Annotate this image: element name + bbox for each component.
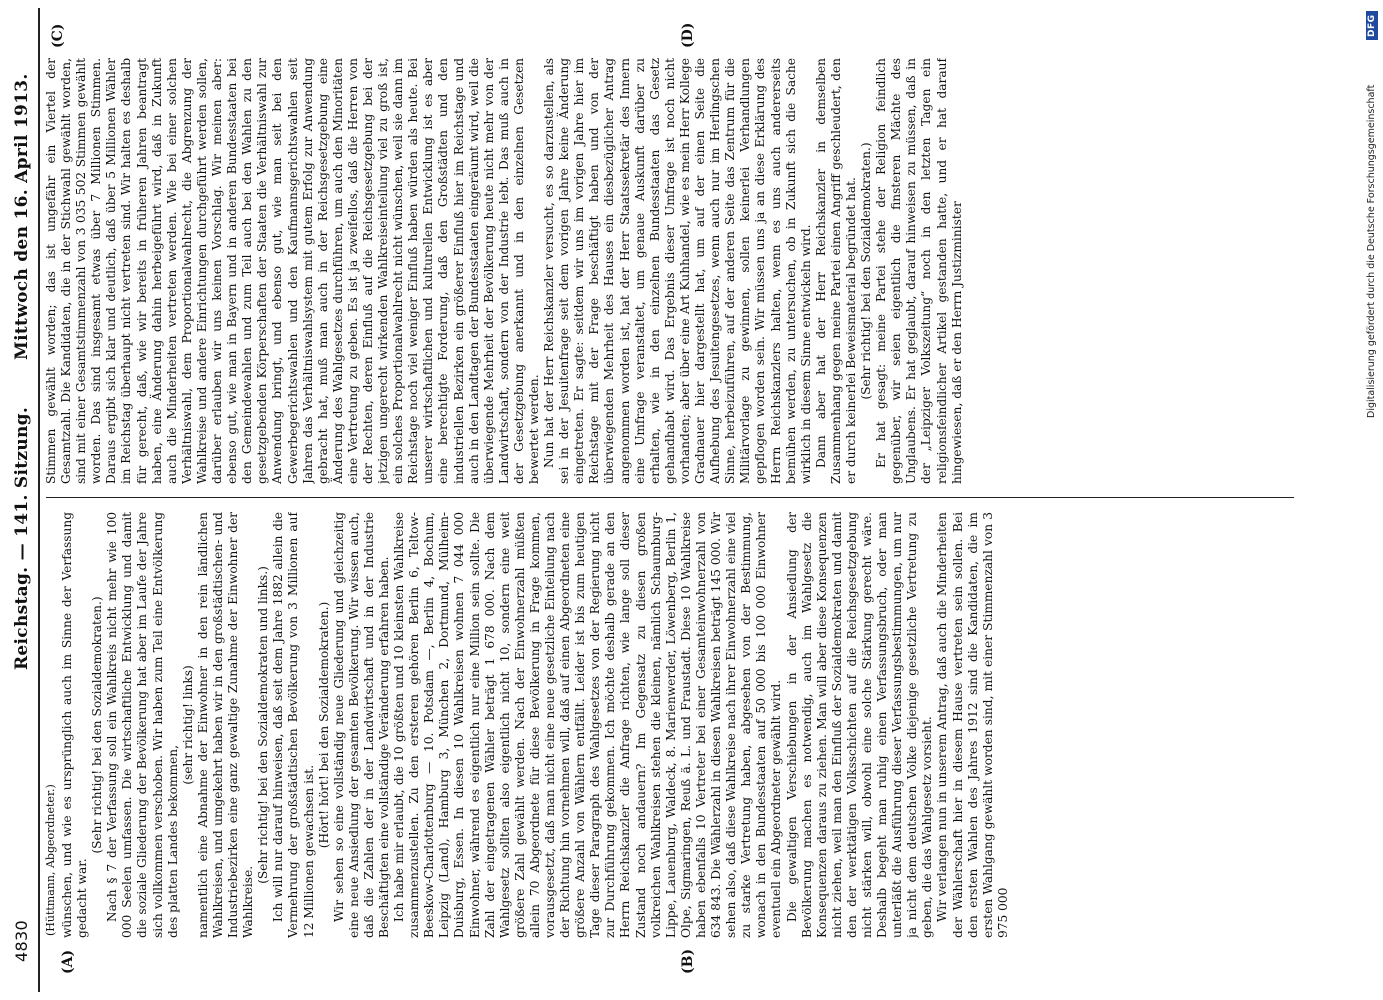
paragraph: Ich will nur darauf hinweisen, daß seit dem Jahre 1882 allein die Vermehrung der großstädtischen Bevölkerung von 3 Millionen auf 12 Millionen gewachsen ist. bbox=[271, 512, 316, 938]
margin-letter-b: (B) bbox=[680, 948, 696, 974]
interjection: (Sehr richtig! bei den Sozialdemokraten.) bbox=[90, 596, 105, 854]
interjection: (Hört! hört! bei den Sozialdemokraten.) bbox=[316, 601, 331, 849]
digitization-credit bbox=[1366, 85, 1377, 418]
margin-letter-a: (A) bbox=[60, 949, 76, 974]
paragraph: Ich habe mir erlaubt, die 10 größten und 10 kleinsten Wahlkreise zusammenzustellen. Zu den ersteren gehören Berlin 6, Teltow-Beeskow-Charlottenburg — 10. Potsdam —, Berlin 4, Bochum, Leipzig (Land), Hamburg 3, München 2, Dortmund, Mülheim-Duisburg, Essen. In diesen 10 Wahlkreisen wohnen 7 044 000 Einwohner, während es eigentlich nur eine Million sein sollte. Die Zahl der eingetragenen Wähler beträgt 1 678 000. Nach dem Wahlgesetz sollten also eigentlich nicht 10, sondern eine weit größere Zahl gewählt werden. Nach der Einwohnerzahl müßten allein 70 Abgeordnete für diese Bevölkerung in Frage kommen, vorausgesetzt, daß man nicht eine neue gesetzliche Einteilung nach der Richtung hin vornehmen will, daß auf einen Abgeordneten eine größere Anzahl von Wählern entfällt. Leider ist bis zum heutigen Tage dieser Paragraph des Wahlgesetzes von der Regierung nicht zur Durchführung gekommen. Ich möchte deshalb gerade an den Herrn Reichskanzler die Anfrage richten, wie lange soll dieser Zustand noch andauern? Im Gegensatz zu diesen großen volkreichen Wahlkreisen stehen die kleinen, nämlich Schaumburg-Lippe, Lauenburg, Waldeck, 8. Marienwerder, Löwenberg, Berlin 1, Olpe, Sigmaringen, Reuß ä. L. und Fraustadt. Diese 10 Wahlkreise haben ebenfalls 10 Vertreter bei einer Gesamteinwohnerzahl von 634 843. Die Wählerzahl in diesen Wahlkreisen beträgt 145 000. Wir sehen also, daß diese Wahlkreise nach ihrer Einwohnerzahl eine viel zu starke Vertretung haben, abgesehen von der Bestimmung, wonach in den Bundesstaaten auf 50 000 bis 100 000 Einwohner eventuell ein Abgeordneter gewählt wird. bbox=[392, 512, 784, 938]
digitization-credit-text: Digitalisierung gefördert durch die Deutsche Forschungsgemeinschaft bbox=[1366, 84, 1377, 418]
text-column-left bbox=[60, 512, 1330, 938]
column-divider bbox=[46, 497, 1294, 498]
paragraph: Stimmen gewählt worden; das ist ungefähr ein Viertel der Gesamtzahl. Die Kandidaten, die in der Stichwahl gewählt worden, sind mit einer Gesamtstimmenzahl von 3 035 502 Stimmen gewählt worden. Das sind insgesamt etwas über 7 Millionen Stimmen. Daraus ergibt sich klar und deutlich, daß über 5 Millionen Wähler im Reichstag überhaupt nicht vertreten sind. Wir halten es deshalb für gerecht, daß, wie wir bereits in früheren Jahren beantragt haben, eine Änderung dahin herbeigeführt wird, daß in Zukunft auch die Minderheiten vertreten werden. Wie bei einer solchen Verhältniswahl, dem Proportionalwahlrecht, die Abgrenzung der Wahlkreise und andere Einrichtungen durchgeführt werden sollen, darüber erlauben wir uns keinen Vorschlag. Wir meinen aber: ebenso gut, wie man in Bayern und in anderen Bundesstaaten bei den Gemeindewahlen und zum Teil auch bei den Wahlen zu den gesetzgebenden Körperschaften der Staaten die Verhältniswahl zur Anwendung bringt, und ebenso gut, wie man seit bei den Gewerbegerichtswahlen und den Kaufmannsgerichtswahlen seit Jahren das Verhältniswahlsystem mit gutem Erfolg zur Anwendung gebracht hat, muß man auch in der Reichsgesetzgebung eine Änderung des Wahlgesetzes durchführen, um auch den Minoritäten eine Vertretung zu geben. Es ist ja zweifellos, daß die Herren von der Rechten, deren Einfluß auf die Reichsgesetzgebung bei der jetzigen ungerecht wirkenden Wahlkreiseinteilung viel zu groß ist, ein solches Proportionalwahlrecht nicht wünschen, weil sie dann im Reichstage noch viel weniger Einfluß haben würden als heute. Bei unserer wirtschaftlichen und kulturellen Entwicklung ist es aber eine berechtigte Forderung, daß den Großstädten und den industriellen Bezirken ein größerer Einfluß hier im Reichstage und auch in den Landtagen der Bundesstaaten eingeräumt wird, weil die überwiegende Mehrheit der Bevölkerung heute nicht mehr von der Landwirtschaft, sondern von der Industrie lebt. Das muß auch in der Gesetzgebung anerkannt und in den einzelnen Gesetzen bewertet werden. bbox=[44, 58, 541, 484]
interjection: (Sehr richtig! bei den Sozialdemokraten und links.) bbox=[256, 566, 271, 884]
paragraph: Dann aber hat der Herr Reichskanzler in demselben Zusammenhang gegen meine Partei einen Angriff geschleudert, den er durch keinerlei Beweismaterial begründet hat. bbox=[813, 58, 858, 484]
dfg-logo-text: DFG bbox=[1366, 11, 1378, 40]
paragraph: Wir verlangen nun in unserem Antrag, daß auch die Minderheiten der Wählerschaft hier in diesem Hause vertreten sein sollen. Bei den ersten Wahlen des Jahres 1912 sind die Kandidaten, die im ersten Wahlgang gewählt worden sind, mit einer Stimmenzahl von 3 975 000 bbox=[935, 512, 1010, 938]
header-rule bbox=[38, 8, 40, 992]
paragraph: Die gewaltigen Verschiebungen in der Ansiedlung der Bevölkerung machen es notwendig, auch im Wahlgesetz die Konsequenzen daraus zu ziehen. Man will aber diese Konsequenzen nicht ziehen, weil man den Einfluß der Sozialdemokraten und damit den der werktätigen Volksschichten auf die Reichsgesetzgebung nicht stärken will, obwohl eine solche Stärkung gerecht wäre. Deshalb begeht man ruhig einen Verfassungsbruch, oder man unterläßt die Ausführung dieser Verfassungsbestimmungen, um nur ja nicht dem deutschen Volke diejenige gesetzliche Vertretung zu geben, die das Wahlgesetz vorsieht. bbox=[784, 512, 935, 938]
paragraph: Wir sehen so eine vollständig neue Gliederung und gleichzeitig eine neue Ansiedlung der gesamten Bevölkerung. Wir wissen auch, daß die Zahlen der in der Landwirtschaft und in der Industrie Beschäftigten eine vollständige Veränderung erfahren haben. bbox=[331, 512, 391, 938]
interjection: (Sehr richtig! bei den Sozialdemokraten.) bbox=[859, 142, 874, 400]
page-number: 4830 bbox=[12, 920, 31, 962]
paragraph: namentlich eine Abnahme der Einwohner in den rein ländlichen Wahlkreisen, und umgekehrt haben wir in den großstädtischen- und Industriebezirken eine ganz gewaltige Zunahme der Einwohner der Wahlkreise. bbox=[195, 512, 256, 938]
paragraph: Er hat gesagt: meine Partei stehe der Religion feindlich gegenüber, wir seien eigentlich die finsteren Mächte des Unglaubens. Er hat geglaubt, darauf hinweisen zu müssen, daß in der „Leipziger Volkszeitung“ noch in den letzten Tagen ein religionsfeindlicher Artikel gestanden hatte, und er hat darauf hingewiesen, daß er den Herrn Justizminister bbox=[874, 58, 964, 484]
paragraph: wünschen, und wie es ursprünglich auch im Sinne der Verfassung gedacht war. bbox=[60, 512, 90, 938]
margin-letter-d: (D) bbox=[680, 22, 696, 48]
paragraph: Nach § 7 der Verfassung soll ein Wahlkreis nicht mehr wie 100 000 Seelen umfassen. Die wirtschaftliche Entwicklung und damit die soziale Gliederung der Bevölkerung hat aber im Laufe der Jahre sich vollkommen verschoben. Wir haben zum Teil eine Entvölkerung des platten Landes bekommen, bbox=[105, 512, 180, 938]
header-left-title: Reichstag. — 141. Sitzung. bbox=[12, 406, 32, 670]
speaker-label: (Hüttmann, Abgeordneter.) bbox=[44, 784, 57, 936]
interjection: (sehr richtig! links) bbox=[180, 665, 195, 785]
text-column-right bbox=[44, 58, 1334, 484]
margin-letter-c: (C) bbox=[50, 23, 66, 48]
header-right-title: Mittwoch den 16. April 1913. bbox=[12, 73, 32, 360]
paragraph: Nun hat der Herr Reichskanzler versucht, es so darzustellen, als sei in der Jesuitenfrage seit dem vorigen Jahre keine Änderung eingetreten. Er sagte: seitdem wir uns im vorigen Jahre hier im Reichstage mit der Frage beschäftigt haben und von der überwiegenden Mehrheit des Hauses ein diesbezüglicher Antrag angenommen worden ist, hat der Herr Staatssekretär des Innern eine Umfrage veranstaltet, um genaue Auskunft darüber zu erhalten, wie in den einzelnen Bundesstaaten das Gesetz gehandhabt wird. Das Ergebnis dieser Umfrage ist noch nicht vorhanden; aber über eine Art Kuhhandel, wie es mein Herr Kollege Gradnauer hier dargestellt hat, um auf der einen Seite die Aufhebung des Jesuitengesetzes, wenn auch nur im Herlingschen Sinne, herbeizuführen, auf der anderen Seite das Zentrum für die Militärvorlage zu gewinnen, sollen keinerlei Verhandlungen gepflogen worden sein. Wir müssen uns ja an diese Erklärung des Herrn Reichskanzlers halten, wenn es uns auch andererseits bemühen werden, zu untersuchen, ob in Zukunft sich die Sache wirklich in diesem Sinne entwickeln wird. bbox=[542, 58, 813, 484]
